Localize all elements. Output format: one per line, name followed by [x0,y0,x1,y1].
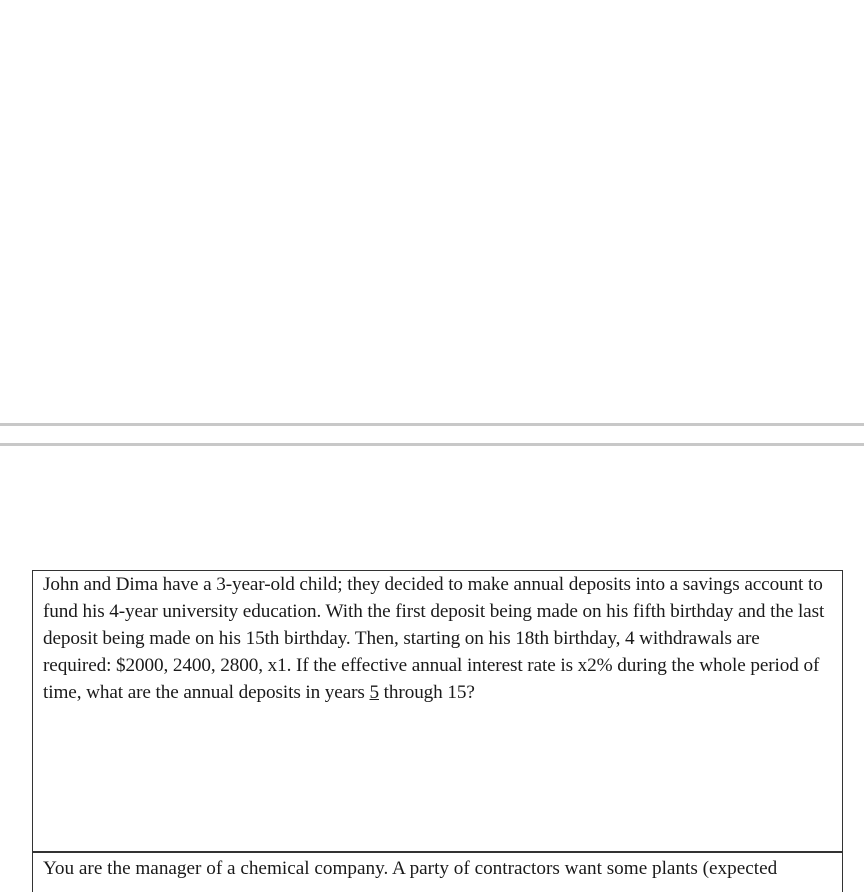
question-underlined-year: 5 [369,682,379,703]
page-divider [0,423,864,447]
question-text-end: through 15? [378,682,475,703]
divider-line-top [0,423,864,426]
next-question-text: You are the manager of a chemical company. A party of contractors want some plants (expected [43,858,778,879]
divider-line-bottom [0,443,864,446]
question-text-main: John and Dima have a 3-year-old child; they decided to make annual deposits into a savings account to fund his 4-year university education. With the first deposit being made on his fifth birthday and the last deposit being made on his 15th birthday. Then, starting on his 18th birthday, 4 withdrawals are required: $2000, 2400, 2800, x1. If the effective annual interest rate is x2% during the whole period of time, what are the annual deposits in years [43,574,825,703]
next-question-cell [32,852,843,892]
question-cell [32,570,843,852]
question-text [43,571,832,706]
